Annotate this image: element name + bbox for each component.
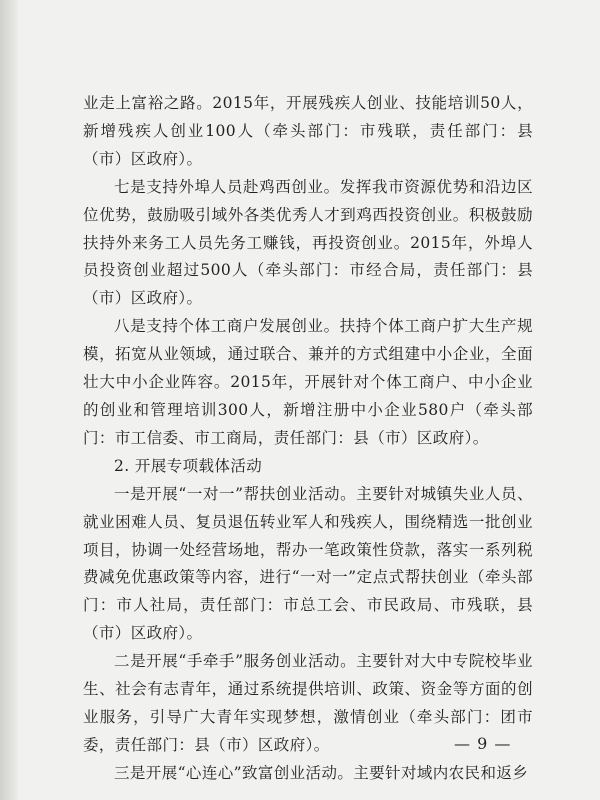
paragraph-activity-2: 二是开展“手牵手”服务创业活动。主要针对大中专院校毕业生、社会有志青年，通过系统提供培训、政策、资金等方面的创业服务，引导广大青年实现梦想，激情创业（牵头部门：团市委，责任部门：县（市）区政府）。	[83, 652, 533, 754]
paragraph-activity-1: 一是开展“一对一”帮扶创业活动。主要针对城镇失业人员、就业困难人员、复员退伍转业军人和残疾人，围绕精选一批创业项目，协调一处经营场地，帮办一笔政策性贷款，落实一系列税费减免优惠政策等内容，进行“一对一”定点式帮扶创业（牵头部门：市人社局，责任部门：市总工会、市民政局、市残联，县（市）区政府）。	[83, 484, 533, 643]
paragraph-item-7: 七是支持外埠人员赴鸡西创业。发挥我市资源优势和沿边区位优势，鼓励吸引域外各类优秀人才到鸡西投资创业。积极鼓励扶持外来务工人员先务工赚钱，再投资创业。2015年，外埠人员投资创业超过500人（牵头部门：市经合局，责任部门：县（市）区政府）。	[83, 177, 533, 308]
paragraph-activity-3: 三是开展“心连心”致富创业活动。主要针对域内农民和返乡	[114, 763, 529, 782]
section-heading: 2. 开展专项载体活动	[114, 456, 263, 475]
page-number: — 9 —	[454, 734, 512, 753]
page-edge-shadow	[0, 0, 18, 800]
document-body	[83, 90, 533, 788]
paragraph-item-8: 八是支持个体工商户发展创业。扶持个体工商户扩大生产规模，拓宽从业领域，通过联合、兼并的方式组建中小企业，全面壮大中小企业阵容。2015年，开展针对个体工商户、中小企业的创业和管理培训300人，新增注册中小企业580户（牵头部门：市工信委、市工商局，责任部门：县（市）区政府）。	[83, 317, 533, 447]
paragraph-continuation: 业走上富裕之路。2015年，开展残疾人创业、技能培训50人，新增残疾人创业100人（牵头部门：市残联，责任部门：县（市）区政府）。	[83, 94, 533, 168]
